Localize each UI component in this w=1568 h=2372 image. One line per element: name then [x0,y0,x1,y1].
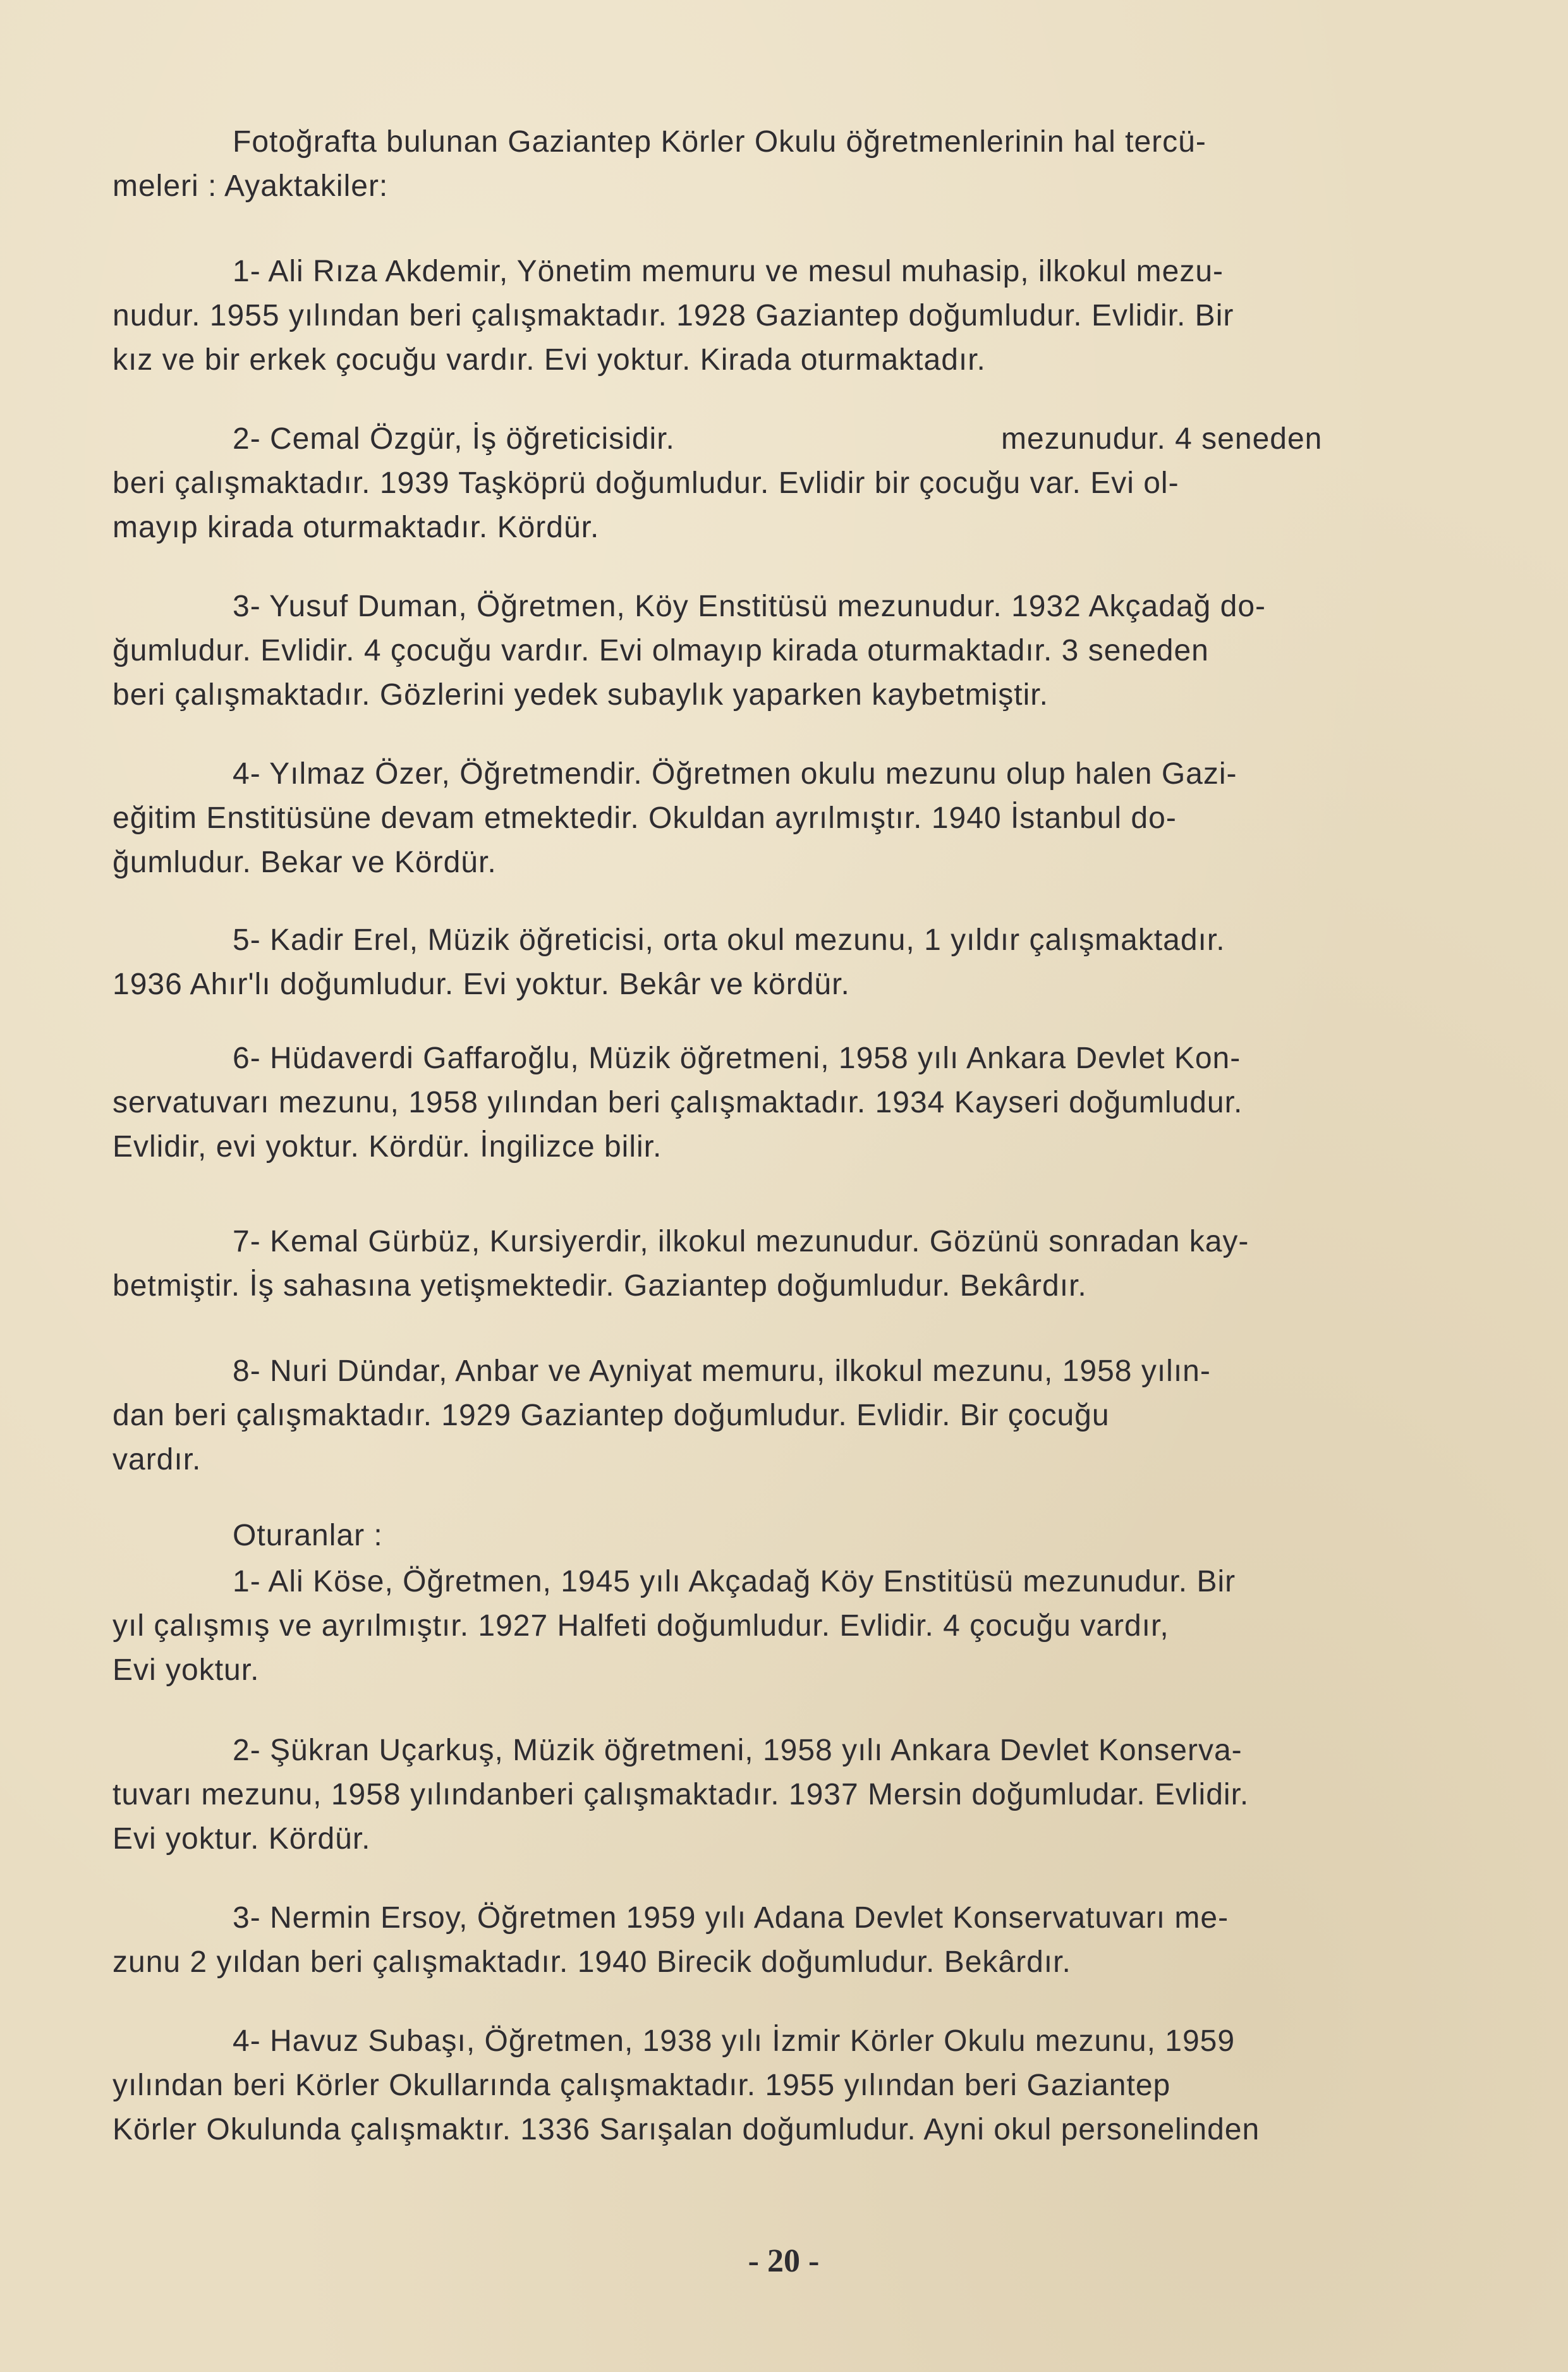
entry-line: Evi yoktur. [112,1653,260,1687]
entry-line: 4- Yılmaz Özer, Öğretmendir. Öğretmen okulu mezunu olup halen Gazi- [233,757,1237,791]
entry-line: ğumludur. Bekar ve Kördür. [112,846,497,879]
sitting-heading [112,1514,1471,1558]
sitting-entry-1 [112,1560,1471,1693]
entry-line: 2- Cemal Özgür, İş öğreticisidir. mezunudur. 4 seneden [233,422,1323,456]
entry-line: yılından beri Körler Okullarında çalışmaktadır. 1955 yılından beri Gaziantep [112,2069,1171,2102]
entry-line: dan beri çalışmaktadır. 1929 Gaziantep doğumludur. Evlidir. Bir çocuğu [112,1399,1110,1432]
section-heading: Oturanlar : [233,1519,383,1552]
entry-line: eğitim Enstitüsüne devam etmektedir. Okuldan ayrılmıştır. 1940 İstanbul do- [112,801,1177,835]
standing-entry-2 [112,417,1471,550]
entry-line: Evi yoktur. Kördür. [112,1822,371,1856]
sitting-entry-4 [112,2019,1471,2152]
entry-line: tuvarı mezunu, 1958 yılındanberi çalışmaktadır. 1937 Mersin doğumludar. Evlidir. [112,1778,1249,1811]
sitting-entry-3 [112,1896,1471,1985]
standing-entry-8 [112,1349,1471,1482]
intro-line: Fotoğrafta bulunan Gaziantep Körler Okulu öğretmenlerinin hal tercü- [233,125,1206,159]
entry-line: 1- Ali Köse, Öğretmen, 1945 yılı Akçadağ Köy Enstitüsü mezunudur. Bir [233,1565,1236,1598]
standing-entry-4 [112,752,1471,885]
intro-paragraph [112,120,1471,209]
entry-line: 5- Kadir Erel, Müzik öğreticisi, orta okul mezunu, 1 yıldır çalışmaktadır. [233,923,1225,957]
entry-line: 1- Ali Rıza Akdemir, Yönetim memuru ve mesul muhasip, ilkokul mezu- [233,255,1224,288]
entry-line: 2- Şükran Uçarkuş, Müzik öğretmeni, 1958 yılı Ankara Devlet Konserva- [233,1734,1243,1767]
entry-line: Evlidir, evi yoktur. Kördür. İngilizce bilir. [112,1130,662,1164]
entry-line: vardır. [112,1443,202,1476]
standing-entry-3 [112,585,1471,717]
entry-line: 3- Nermin Ersoy, Öğretmen 1959 yılı Adana Devlet Konservatuvarı me- [233,1901,1229,1935]
entry-line: kız ve bir erkek çocuğu vardır. Evi yoktur. Kirada oturmaktadır. [112,343,986,377]
sitting-entry-2 [112,1729,1471,1861]
entry-line: yıl çalışmış ve ayrılmıştır. 1927 Halfeti doğumludur. Evlidir. 4 çocuğu vardır, [112,1609,1169,1643]
entry-line: 6- Hüdaverdi Gaffaroğlu, Müzik öğretmeni, 1958 yılı Ankara Devlet Kon- [233,1042,1241,1075]
standing-entry-1 [112,250,1471,382]
entry-line: mayıp kirada oturmaktadır. Kördür. [112,511,600,544]
page-number: - 20 - [748,2243,820,2279]
entry-line: ğumludur. Evlidir. 4 çocuğu vardır. Evi olmayıp kirada oturmaktadır. 3 seneden [112,634,1209,667]
entry-line: nudur. 1955 yılından beri çalışmaktadır. 1928 Gaziantep doğumludur. Evlidir. Bir [112,299,1234,332]
entry-line: beri çalışmaktadır. Gözlerini yedek subaylık yaparken kaybetmiştir. [112,678,1048,712]
entry-line: 8- Nuri Dündar, Anbar ve Ayniyat memuru, ilkokul mezunu, 1958 yılın- [233,1354,1211,1388]
entry-line: 3- Yusuf Duman, Öğretmen, Köy Enstitüsü mezunudur. 1932 Akçadağ do- [233,590,1267,623]
entry-line: Körler Okulunda çalışmaktır. 1336 Sarışalan doğumludur. Ayni okul personelinden [112,2113,1260,2146]
intro-line: meleri : Ayaktakiler: [112,169,389,203]
entry-line: zunu 2 yıldan beri çalışmaktadır. 1940 Birecik doğumludur. Bekârdır. [112,1945,1071,1979]
standing-entry-5 [112,918,1471,1007]
entry-line: betmiştir. İş sahasına yetişmektedir. Gaziantep doğumludur. Bekârdır. [112,1269,1087,1303]
entry-line: 1936 Ahır'lı doğumludur. Evi yoktur. Bekâr ve kördür. [112,968,850,1001]
entry-line: beri çalışmaktadır. 1939 Taşköprü doğumludur. Evlidir bir çocuğu var. Evi ol- [112,466,1179,500]
entry-line: 4- Havuz Subaşı, Öğretmen, 1938 yılı İzmir Körler Okulu mezunu, 1959 [233,2024,1236,2058]
standing-entry-6 [112,1037,1471,1169]
standing-entry-7 [112,1220,1471,1308]
entry-line: servatuvarı mezunu, 1958 yılından beri çalışmaktadır. 1934 Kayseri doğumludur. [112,1086,1243,1119]
entry-line: 7- Kemal Gürbüz, Kursiyerdir, ilkokul mezunudur. Gözünü sonradan kay- [233,1225,1249,1258]
